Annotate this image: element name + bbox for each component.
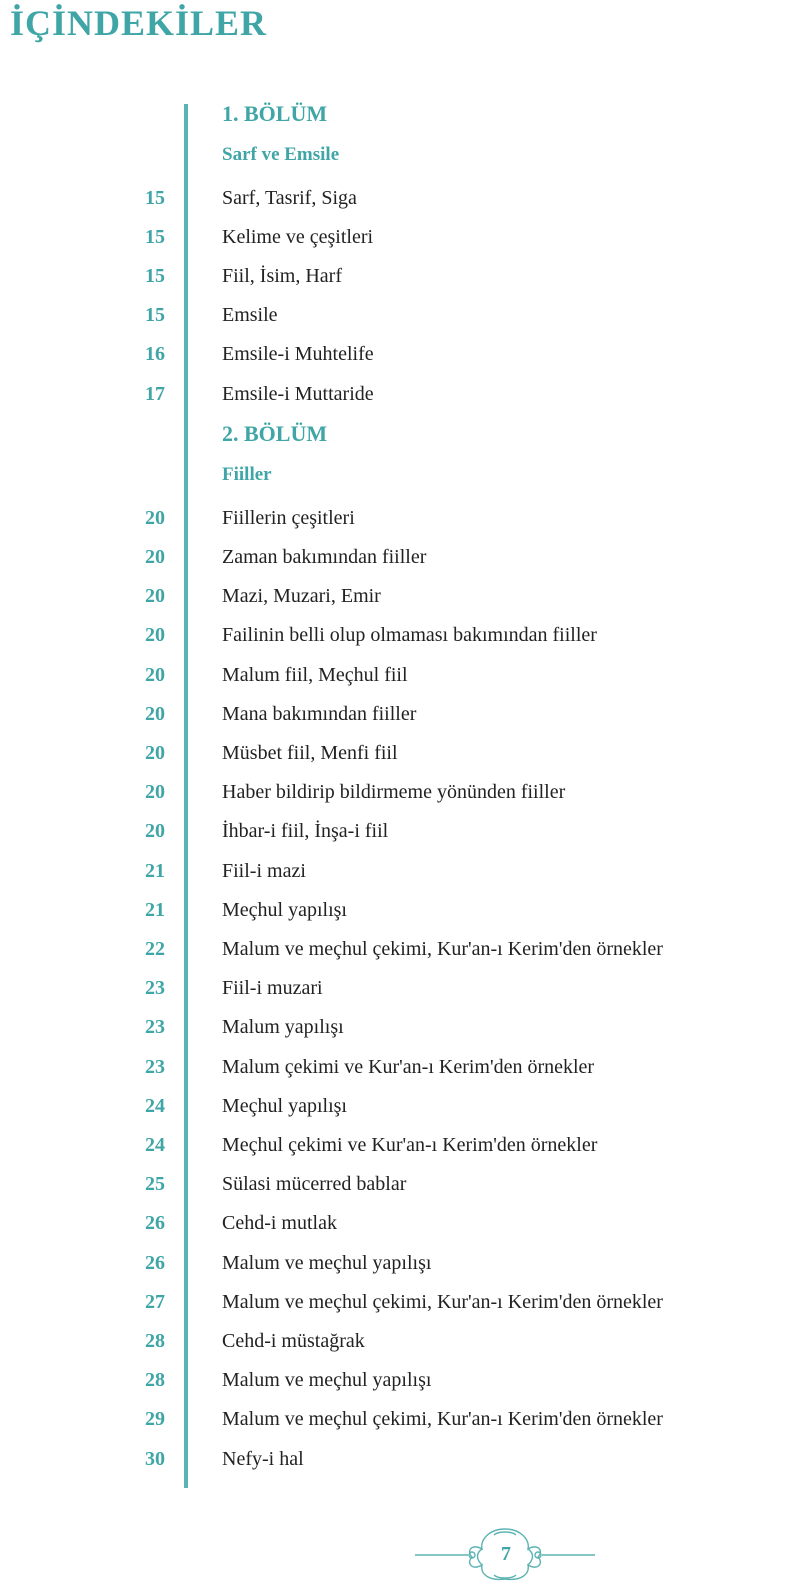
toc-entry-title: Malum ve meçhul yapılışı [222,1251,432,1274]
page-title: İÇİNDEKİLER [10,3,268,43]
section-subheading: Fiiller [222,464,272,486]
toc-entry[interactable] [0,178,800,218]
toc-entry-title: Malum yapılışı [222,1016,344,1039]
toc-page-number: 26 [145,1251,165,1274]
toc-entry[interactable] [0,655,800,695]
toc-entry[interactable] [0,1086,800,1126]
toc-page-number: 20 [145,624,165,647]
toc-entry-title: Malum ve meçhul çekimi, Kur'an-ı Kerim'den örnekler [222,1290,663,1313]
toc-entry[interactable] [0,537,800,577]
toc-entry-title: Sülasi mücerred bablar [222,1173,407,1196]
toc-page-number: 16 [145,343,165,366]
page-number: 7 [501,1543,511,1565]
toc-entry-title: Cehd-i müstağrak [222,1329,365,1352]
toc-page-number: 25 [145,1173,165,1196]
toc-entry-title: Failinin belli olup olmaması bakımından fiiller [222,624,597,647]
toc-entry[interactable] [0,577,800,617]
toc-page-number: 20 [145,545,165,568]
toc-entry[interactable] [0,374,800,414]
toc-entry-title: Emsile-i Muhtelife [222,343,374,366]
toc-entry[interactable] [0,773,800,813]
toc-entry[interactable] [0,1243,800,1283]
toc-page-number: 24 [145,1094,165,1117]
toc-entry[interactable] [0,929,800,969]
toc-entry-title: Malum çekimi ve Kur'an-ı Kerim'den örnekler [222,1055,595,1078]
toc-entry-title: Malum fiil, Meçhul fiil [222,663,408,686]
toc-page-number: 28 [145,1369,165,1392]
toc-entry-title: Cehd-i mutlak [222,1212,337,1235]
toc-page-number: 15 [145,225,165,248]
toc-entry-title: Haber bildirip bildirmeme yönünden fiiller [222,781,566,804]
toc-page-number: 27 [145,1290,165,1313]
toc-page-number: 17 [145,382,165,405]
toc-entry[interactable] [0,851,800,891]
toc-page-number: 20 [145,506,165,529]
toc-page-number: 21 [145,898,165,921]
toc-entry-title: İhbar-i fiil, İnşa-i fiil [222,820,389,843]
toc-entry-title: Mazi, Muzari, Emir [222,585,381,608]
toc-page-number: 15 [145,264,165,287]
toc-entry[interactable] [0,616,800,656]
toc-page-number: 20 [145,741,165,764]
toc-entry-title: Meçhul çekimi ve Kur'an-ı Kerim'den örnekler [222,1133,598,1156]
toc-entry-title: Fiillerin çeşitleri [222,506,355,529]
toc-entry[interactable] [0,694,800,734]
toc-entry[interactable] [0,890,800,930]
toc-entry[interactable] [0,498,800,538]
toc-entry-title: Sarf, Tasrif, Siga [222,186,357,209]
toc-page-number: 20 [145,781,165,804]
toc-entry-title: Fiil-i muzari [222,977,323,1000]
toc-entry-title: Emsile-i Muttaride [222,382,374,405]
toc-page-number: 23 [145,1055,165,1078]
toc-page-number: 20 [145,702,165,725]
toc-entry-title: Malum ve meçhul çekimi, Kur'an-ı Kerim'den örnekler [222,937,663,960]
toc-page-number: 20 [145,820,165,843]
section-subheading: Sarf ve Emsile [222,144,340,165]
toc-entry[interactable] [0,1008,800,1048]
toc-entry-title: Malum ve meçhul yapılışı [222,1369,432,1392]
page-footer [0,1525,800,1585]
toc-entry[interactable] [0,217,800,257]
toc-entry[interactable] [0,296,800,336]
toc-page-number: 29 [145,1408,165,1431]
toc-entry[interactable] [0,812,800,852]
toc-entry-title: Nefy-i hal [222,1447,304,1470]
toc-entry-title: Fiil, İsim, Harf [222,264,342,287]
toc-entry[interactable] [0,1282,800,1322]
toc-entry-title: Zaman bakımından fiiller [222,545,427,568]
toc-page-number: 28 [145,1329,165,1352]
toc-entry[interactable] [0,1125,800,1165]
toc-entry-title: Malum ve meçhul çekimi, Kur'an-ı Kerim'den örnekler [222,1408,663,1431]
toc-page-number: 24 [145,1133,165,1156]
toc-entry-title: Meçhul yapılışı [222,898,347,921]
toc-entry[interactable] [0,1321,800,1361]
toc-page-number: 21 [145,859,165,882]
toc-entry[interactable] [0,1165,800,1205]
toc-entry-title: Kelime ve çeşitleri [222,225,374,248]
toc-entry[interactable] [0,1047,800,1087]
section-heading: 1. BÖLÜM [222,101,328,126]
toc-entry-title: Emsile [222,304,278,327]
toc-entry[interactable] [0,733,800,773]
toc-page-number: 30 [145,1447,165,1470]
section-heading: 2. BÖLÜM [222,421,328,447]
toc-page-number: 22 [145,937,165,960]
toc-page-number: 15 [145,186,165,209]
toc-entry[interactable] [0,335,800,375]
toc-page-number: 23 [145,977,165,1000]
toc-page-number: 20 [145,663,165,686]
toc-page-number: 23 [145,1016,165,1039]
toc-entry-title: Müsbet fiil, Menfi fiil [222,741,398,764]
toc-entry-title: Mana bakımından fiiller [222,702,417,725]
toc-page-number: 20 [145,585,165,608]
toc-entry[interactable] [0,1439,800,1479]
toc-entry-title: Fiil-i mazi [222,859,306,882]
toc-page-number: 15 [145,304,165,327]
toc-entry-title: Meçhul yapılışı [222,1094,347,1117]
toc-page-number: 26 [145,1212,165,1235]
toc-entry[interactable] [0,1361,800,1401]
toc-entry[interactable] [0,1204,800,1244]
toc-entry[interactable] [0,1400,800,1440]
toc-entry[interactable] [0,969,800,1009]
toc-entry[interactable] [0,256,800,296]
